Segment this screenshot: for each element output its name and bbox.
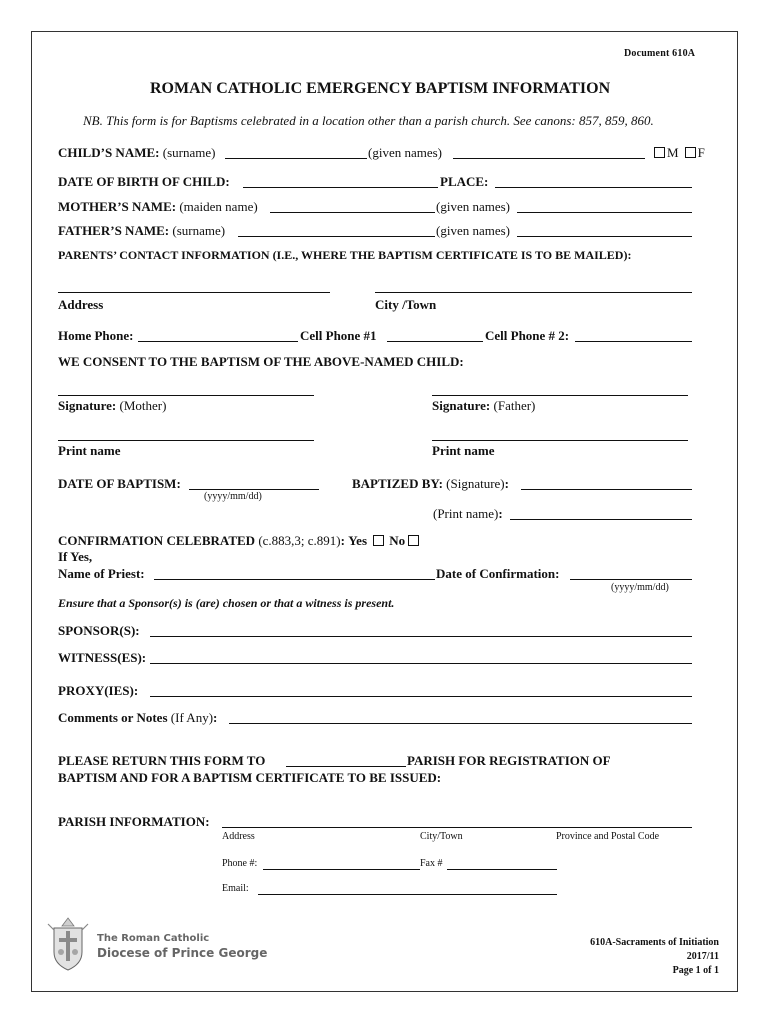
baptizer-print-name-field[interactable] (510, 519, 692, 520)
mother-given-names-hint: (given names) (436, 199, 511, 214)
parish-phone-label: Phone #: (222, 858, 258, 869)
baptizer-print-name-label: (Print name): (433, 506, 503, 521)
nb-note: NB. This form is for Baptisms celebrated in a location other than a parish church. See canons: 857, 859, 860. (83, 113, 654, 128)
logo-line-2: Diocese of Prince George (97, 946, 268, 960)
yes-checkbox[interactable] (373, 535, 384, 546)
parish-phone-field[interactable] (263, 869, 420, 870)
return-parish-field[interactable] (286, 766, 406, 767)
baptized-by-text: BAPTIZED BY: (352, 476, 443, 491)
mothers-name-row (58, 199, 258, 215)
signature-label-text: Signature: (432, 398, 491, 413)
date-of-birth-label: DATE OF BIRTH OF CHILD: (58, 174, 230, 189)
mother-given-names-field[interactable] (517, 212, 692, 213)
date-of-baptism-field[interactable] (189, 489, 319, 490)
parish-information-field[interactable] (222, 827, 692, 828)
parish-province-hint: Province and Postal Code (556, 831, 660, 842)
male-label: M (667, 145, 679, 160)
footer-date: 2017/11 (686, 951, 719, 962)
father-signature-label (432, 398, 535, 414)
no-label: No (389, 533, 406, 548)
name-of-priest-label: Name of Priest: (58, 566, 145, 581)
confirmation-canons: (c.883,3; c.891) (258, 533, 341, 548)
logo-line-1: The Roman Catholic (97, 933, 210, 944)
comments-label-text: Comments or Notes (58, 710, 168, 725)
cell-phone-2-label: Cell Phone # 2: (485, 328, 570, 343)
sponsor-note: Ensure that a Sponsor(s) is (are) chosen or that a witness is present. (58, 596, 395, 610)
no-checkbox[interactable] (408, 535, 419, 546)
father-given-names-field[interactable] (517, 236, 692, 237)
baptized-by-label: BAPTIZED BY: (Signature): (352, 476, 509, 491)
comments-field[interactable] (229, 723, 692, 724)
child-surname-field[interactable] (225, 158, 367, 159)
mothers-name-label: MOTHER’S NAME: (58, 199, 177, 214)
proxies-label: PROXY(IES): (58, 683, 139, 698)
date-of-confirmation-field[interactable] (570, 579, 692, 580)
return-line-1b: PARISH FOR REGISTRATION OF (407, 753, 611, 768)
mother-print-name-field[interactable] (58, 440, 314, 441)
witnesses-field[interactable] (150, 663, 692, 664)
proxies-field[interactable] (150, 696, 692, 697)
parish-fax-label: Fax # (420, 858, 443, 869)
fathers-name-label: FATHER’S NAME: (58, 223, 170, 238)
mother-hint: (Mother) (119, 398, 167, 413)
return-line-1a: PLEASE RETURN THIS FORM TO (58, 753, 266, 768)
home-phone-field[interactable] (138, 341, 298, 342)
yes-label: Yes (348, 533, 368, 548)
maiden-name-hint: (maiden name) (179, 199, 258, 214)
mother-maiden-name-field[interactable] (270, 212, 435, 213)
confirmation-label: CONFIRMATION CELEBRATED (58, 533, 256, 548)
footer-page-number: Page 1 of 1 (672, 965, 719, 976)
parish-email-field[interactable] (258, 894, 557, 895)
mother-signature-field[interactable] (58, 395, 314, 396)
address-label: Address (58, 297, 104, 312)
parish-email-label: Email: (222, 883, 249, 894)
male-checkbox[interactable] (654, 147, 665, 158)
parish-city-hint: City/Town (420, 831, 463, 842)
baptized-by-sig-hint: (Signature) (446, 476, 505, 491)
signature-label-text: Signature: (58, 398, 117, 413)
mother-print-name-label: Print name (58, 443, 121, 458)
cell-phone-1-label: Cell Phone #1 (300, 328, 377, 343)
father-print-name-field[interactable] (432, 440, 688, 441)
sponsors-label: SPONSOR(S): (58, 623, 140, 638)
city-town-label: City /Town (375, 297, 437, 312)
parish-address-hint: Address (222, 831, 255, 842)
mother-signature-label (58, 398, 166, 414)
child-given-names-field[interactable] (453, 158, 645, 159)
date-of-confirmation-label: Date of Confirmation: (436, 566, 560, 581)
parish-fax-field[interactable] (447, 869, 557, 870)
form-title: ROMAN CATHOLIC EMERGENCY BAPTISM INFORMATION (150, 80, 611, 97)
document-number: Document 610A (624, 48, 696, 59)
childs-name-row (58, 145, 215, 161)
female-checkbox[interactable] (685, 147, 696, 158)
father-given-names-hint: (given names) (436, 223, 511, 238)
father-surname-field[interactable] (238, 236, 435, 237)
comments-hint: (If Any) (170, 710, 214, 725)
surname-hint: (surname) (162, 145, 216, 160)
sex-options (648, 145, 705, 161)
name-of-priest-field[interactable] (154, 579, 435, 580)
parish-information-label: PARISH INFORMATION: (58, 814, 210, 829)
baptized-by-signature-field[interactable] (521, 489, 692, 490)
footer-form-name: 610A-Sacraments of Initiation (590, 937, 719, 948)
place-label: PLACE: (440, 174, 489, 189)
father-print-name-label: Print name (432, 443, 495, 458)
consent-statement: WE CONSENT TO THE BAPTISM OF THE ABOVE-NAMED CHILD: (58, 354, 464, 369)
witnesses-label: WITNESS(ES): (58, 650, 147, 665)
confirmation-date-format: (yyyy/mm/dd) (611, 582, 669, 593)
given-names-hint: (given names) (368, 145, 443, 160)
date-of-birth-field[interactable] (243, 187, 438, 188)
father-hint: (Father) (493, 398, 536, 413)
home-phone-label: Home Phone: (58, 328, 134, 343)
female-label: F (697, 145, 705, 160)
city-town-field[interactable] (375, 292, 692, 293)
address-field[interactable] (58, 292, 330, 293)
father-surname-hint: (surname) (172, 223, 226, 238)
childs-name-label: CHILD’S NAME: (58, 145, 160, 160)
comments-label: Comments or Notes (If Any): (58, 710, 218, 725)
fathers-name-row (58, 223, 225, 239)
baptizer-print-name-hint: (Print name) (433, 506, 499, 521)
cell-phone-1-field[interactable] (387, 341, 483, 342)
cell-phone-2-field[interactable] (575, 341, 692, 342)
date-of-baptism-label: DATE OF BAPTISM: (58, 476, 181, 491)
confirmation-row: CONFIRMATION CELEBRATED (c.883,3; c.891): Yes No (58, 533, 421, 549)
if-yes-label: If Yes, (58, 549, 93, 564)
parents-contact-label: PARENTS’ CONTACT INFORMATION (I.E., WHERE THE BAPTISM CERTIFICATE IS TO BE MAILED): (58, 248, 632, 262)
father-signature-field[interactable] (432, 395, 688, 396)
diocese-crest-icon (44, 916, 92, 972)
return-line-2: BAPTISM AND FOR A BAPTISM CERTIFICATE TO BE ISSUED: (58, 770, 442, 785)
place-field[interactable] (495, 187, 692, 188)
baptism-date-format: (yyyy/mm/dd) (204, 491, 262, 502)
sponsors-field[interactable] (150, 636, 692, 637)
